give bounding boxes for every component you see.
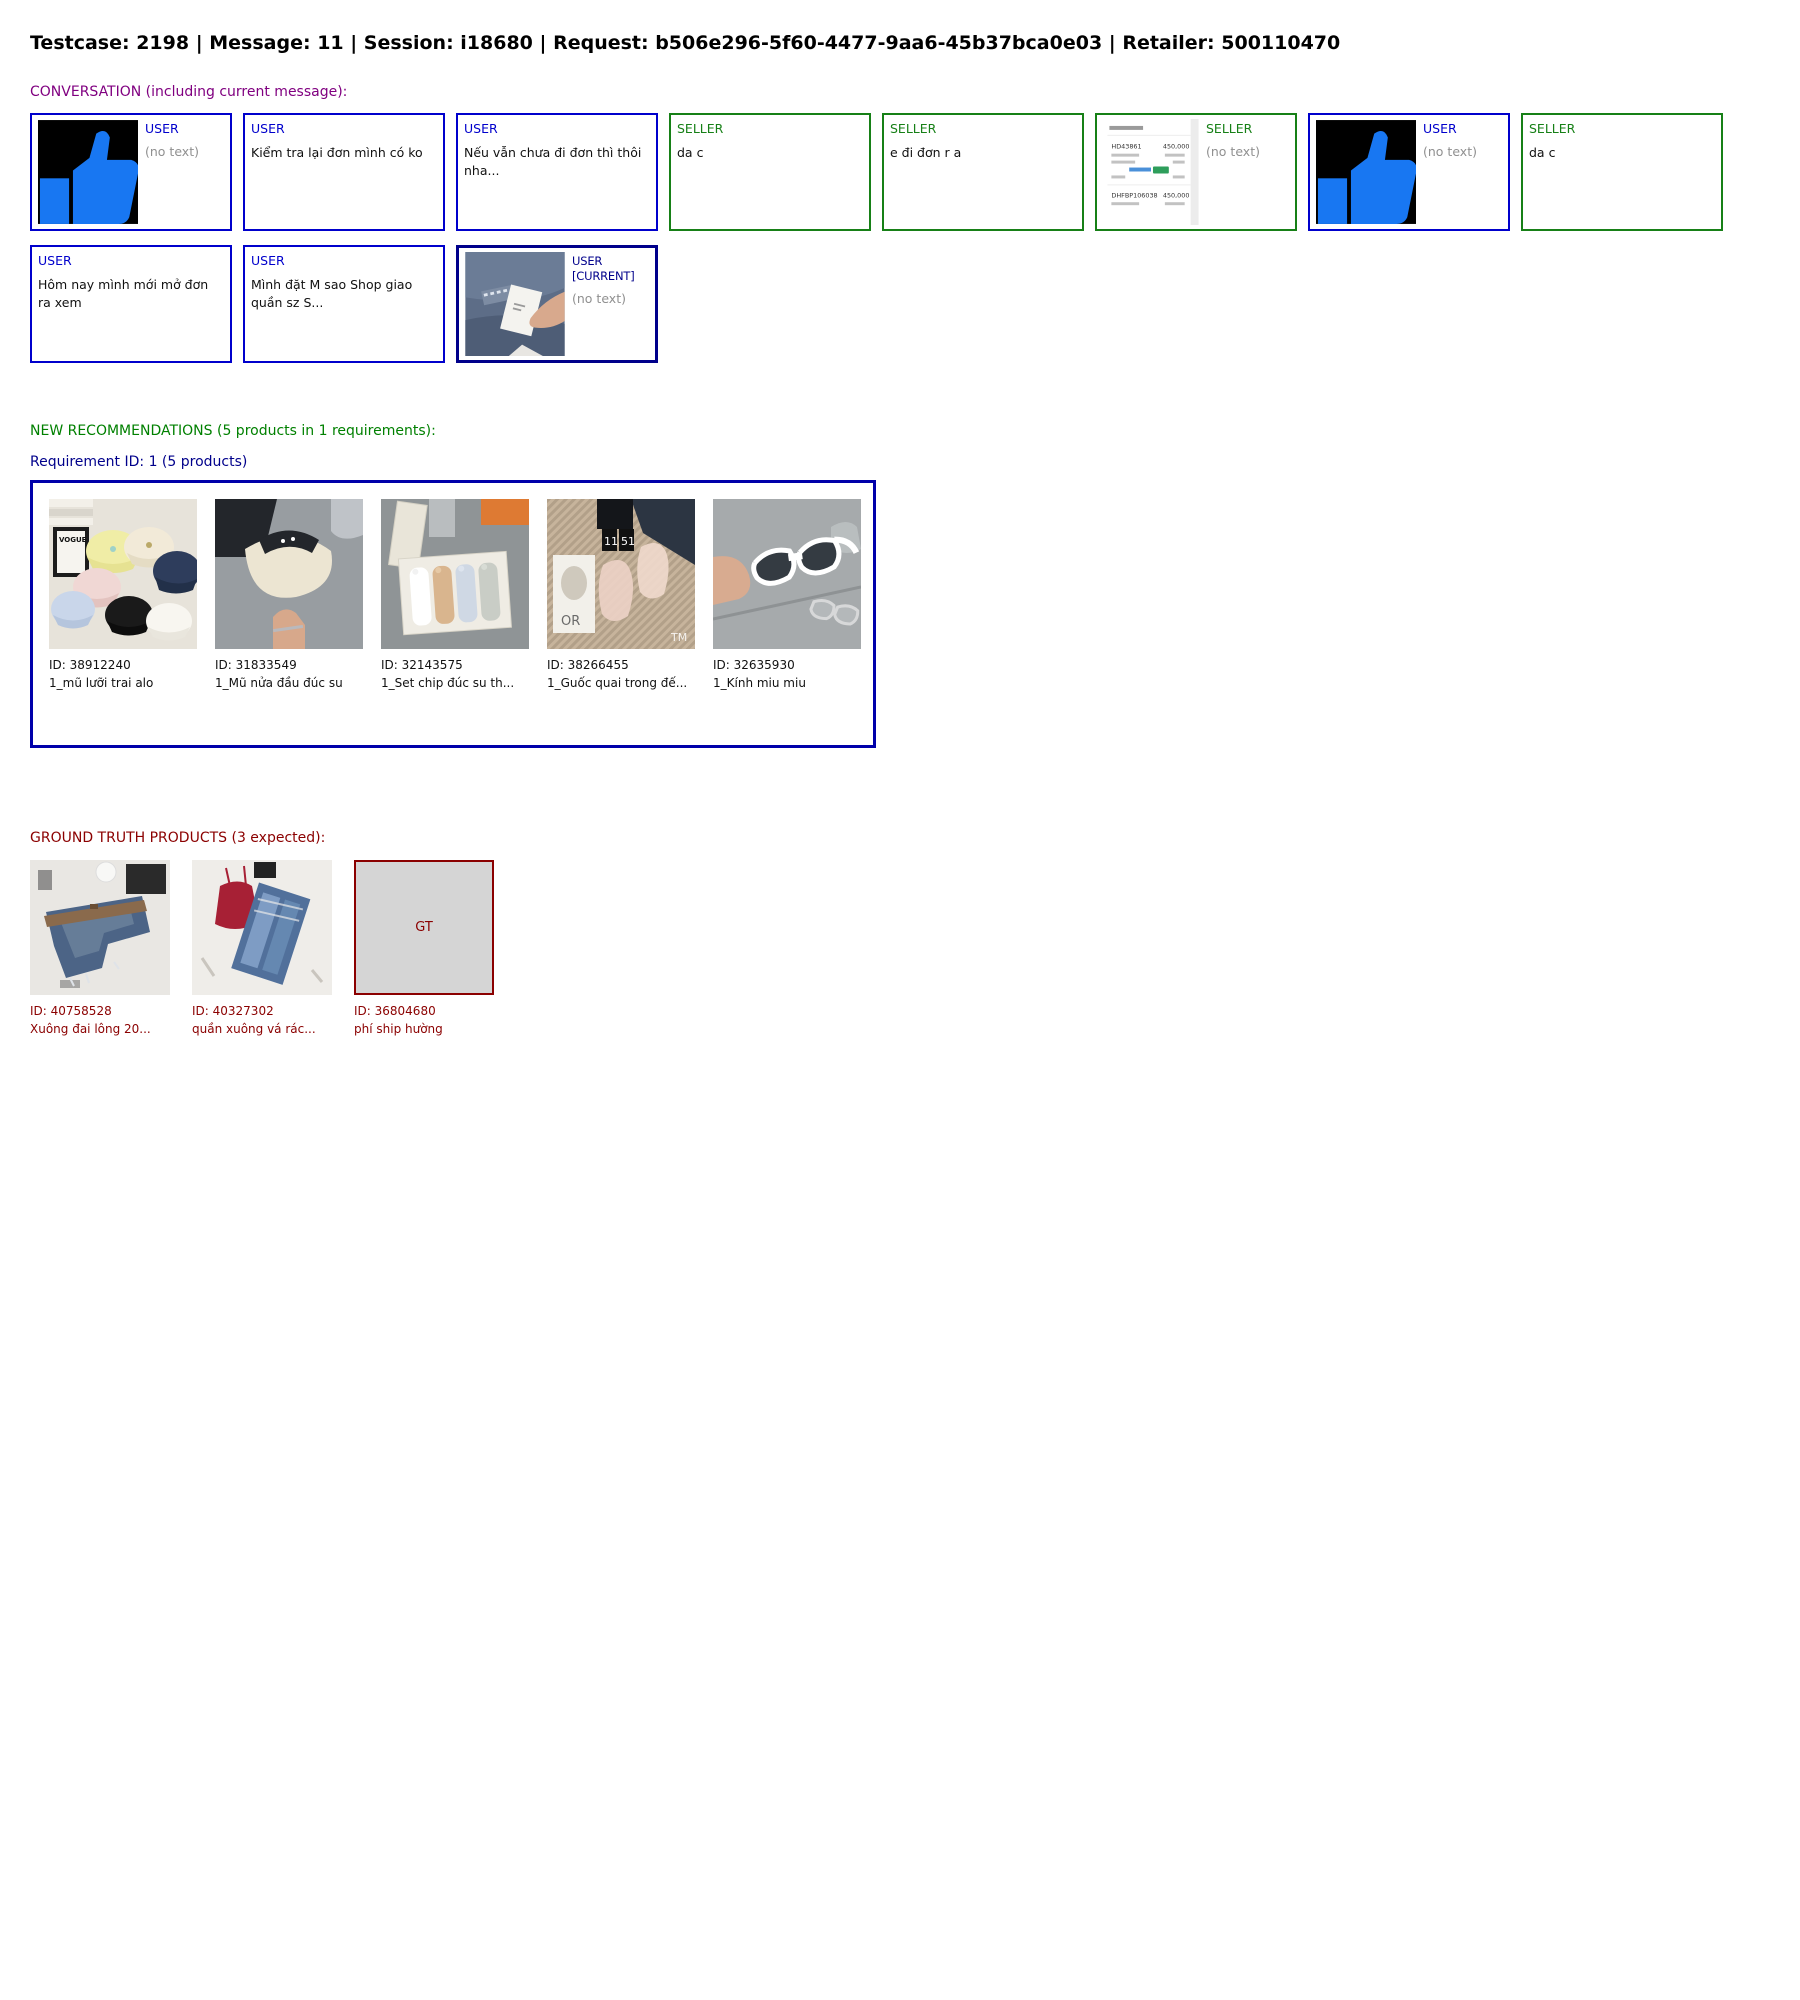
caps-image (49, 499, 197, 649)
svg-text:TM: TM (671, 631, 688, 644)
ground-truth-products-list (30, 860, 1770, 1036)
message-body (251, 251, 437, 357)
visor-photo-icon (215, 499, 363, 649)
thumbs-up-icon (1316, 119, 1416, 225)
message-card (30, 245, 232, 363)
product-card (215, 499, 363, 690)
message-role-label: USER (251, 121, 285, 136)
message-role-label: SELLER (1206, 121, 1253, 136)
product-id: ID: 31833549 (215, 658, 297, 672)
visor-image (215, 499, 363, 649)
svg-text:450,000: 450,000 (1162, 142, 1190, 151)
product-name: 1_mũ lưỡi trai alo (49, 676, 154, 690)
message-text: da c (677, 145, 704, 161)
ground-truth-heading: GROUND TRUTH PRODUCTS (3 expected): (30, 830, 326, 846)
thumbs-up-image (1316, 119, 1416, 225)
message-card (30, 113, 232, 231)
product-name: 1_Kính miu miu (713, 676, 806, 690)
jeans-photo-icon (465, 252, 565, 356)
thumbs-up-image (38, 119, 138, 225)
denim-shorts-image (30, 860, 170, 995)
svg-text:51: 51 (621, 535, 635, 548)
product-name: phí ship hường (354, 1022, 443, 1036)
svg-text:OR: OR (561, 614, 581, 629)
message-no-text-label: (no text) (1206, 144, 1260, 160)
conversation-heading: CONVERSATION (including current message): (30, 84, 348, 100)
message-text: Mình đặt M sao Shop giao quần sz S... (251, 277, 413, 310)
svg-text:DHFBP106038: DHFBP106038 (1111, 191, 1158, 200)
message-role-label: USER (38, 253, 72, 268)
message-role-label: USER (145, 121, 179, 136)
product-card (713, 499, 861, 690)
product-name: Xuông đai lông 20... (30, 1022, 151, 1036)
box-set-image (381, 499, 529, 649)
message-role-label: USER (1423, 121, 1457, 136)
message-body (677, 119, 863, 225)
svg-text:11: 11 (604, 535, 618, 548)
conversation-list (30, 113, 1770, 363)
message-card (243, 245, 445, 363)
product-card (192, 860, 332, 1036)
sunglasses-image (713, 499, 861, 649)
message-no-text-label: (no text) (1423, 144, 1477, 160)
order-list-icon (1103, 119, 1199, 225)
denim-shorts-photo-icon (30, 860, 170, 995)
wedge-shoes-photo-icon (547, 499, 695, 649)
message-role-label: SELLER (1529, 121, 1576, 136)
message-body (572, 252, 649, 356)
product-card (30, 860, 170, 1036)
message-no-text-label: (no text) (145, 144, 199, 160)
product-id: ID: 40327302 (192, 1004, 274, 1018)
product-id: ID: 38912240 (49, 658, 131, 672)
message-body (38, 251, 224, 357)
requirement-heading: Requirement ID: 1 (5 products) (30, 454, 248, 470)
thumbs-up-icon (38, 119, 138, 225)
message-no-text-label: (no text) (572, 290, 626, 306)
message-card (1095, 113, 1297, 231)
box-set-photo-icon (381, 499, 529, 649)
product-name: 1_Mũ nửa đầu đúc su (215, 676, 343, 690)
product-id: ID: 36804680 (354, 1004, 436, 1018)
order-screenshot-image (1103, 119, 1199, 225)
product-id: ID: 32143575 (381, 658, 463, 672)
product-card (49, 499, 197, 690)
sunglasses-photo-icon (713, 499, 861, 649)
message-card (243, 113, 445, 231)
message-role-label: USER [CURRENT] (572, 254, 635, 283)
requirement-box (30, 480, 876, 748)
message-text: Kiểm tra lại đơn mình có ko (251, 145, 423, 161)
message-card (669, 113, 871, 231)
product-name: 1_Set chip đúc su th... (381, 676, 515, 690)
message-body (1423, 119, 1502, 225)
svg-text:HD43861: HD43861 (1111, 142, 1142, 151)
message-body (145, 119, 224, 225)
jeans-red-top-photo-icon (192, 860, 332, 995)
message-card (456, 113, 658, 231)
svg-text:VOGUE: VOGUE (59, 536, 87, 544)
message-card-current (456, 245, 658, 363)
message-body (890, 119, 1076, 225)
recommendations-heading: NEW RECOMMENDATIONS (5 products in 1 requirements): (30, 423, 436, 439)
message-body (1206, 119, 1289, 225)
product-card (381, 499, 529, 690)
message-body (464, 119, 650, 225)
message-card (1521, 113, 1723, 231)
message-role-label: SELLER (890, 121, 937, 136)
caps-photo-icon (49, 499, 197, 649)
product-name: quần xuông vá rác... (192, 1022, 316, 1036)
message-text: e đi đơn r a (890, 145, 962, 161)
svg-text:450,000: 450,000 (1162, 191, 1190, 200)
jeans-red-top-image (192, 860, 332, 995)
product-name: 1_Guốc quai trong đế... (547, 676, 688, 690)
message-body (1529, 119, 1715, 225)
message-text: da c (1529, 145, 1556, 161)
jeans-tag-image (465, 252, 565, 356)
message-card (1308, 113, 1510, 231)
product-id: ID: 40758528 (30, 1004, 112, 1018)
message-body (251, 119, 437, 225)
message-role-label: SELLER (677, 121, 724, 136)
product-id: ID: 32635930 (713, 658, 795, 672)
message-role-label: USER (251, 253, 285, 268)
wedge-image (547, 499, 695, 649)
product-id: ID: 38266455 (547, 658, 629, 672)
page-title: Testcase: 2198 | Message: 11 | Session: i18680 | Request: b506e296-5f60-4477-9aa6-45b37bca0e03 | Retailer: 500110470 (30, 32, 1341, 54)
gt-placeholder-image: GT (354, 860, 494, 995)
product-card (547, 499, 695, 690)
recommended-products-list (49, 499, 857, 690)
product-card (354, 860, 494, 1036)
message-role-label: USER (464, 121, 498, 136)
message-text: Nếu vẫn chưa đi đơn thì thôi nha... (464, 145, 642, 178)
message-card (882, 113, 1084, 231)
message-text: Hôm nay mình mới mở đơn ra xem (38, 277, 209, 310)
